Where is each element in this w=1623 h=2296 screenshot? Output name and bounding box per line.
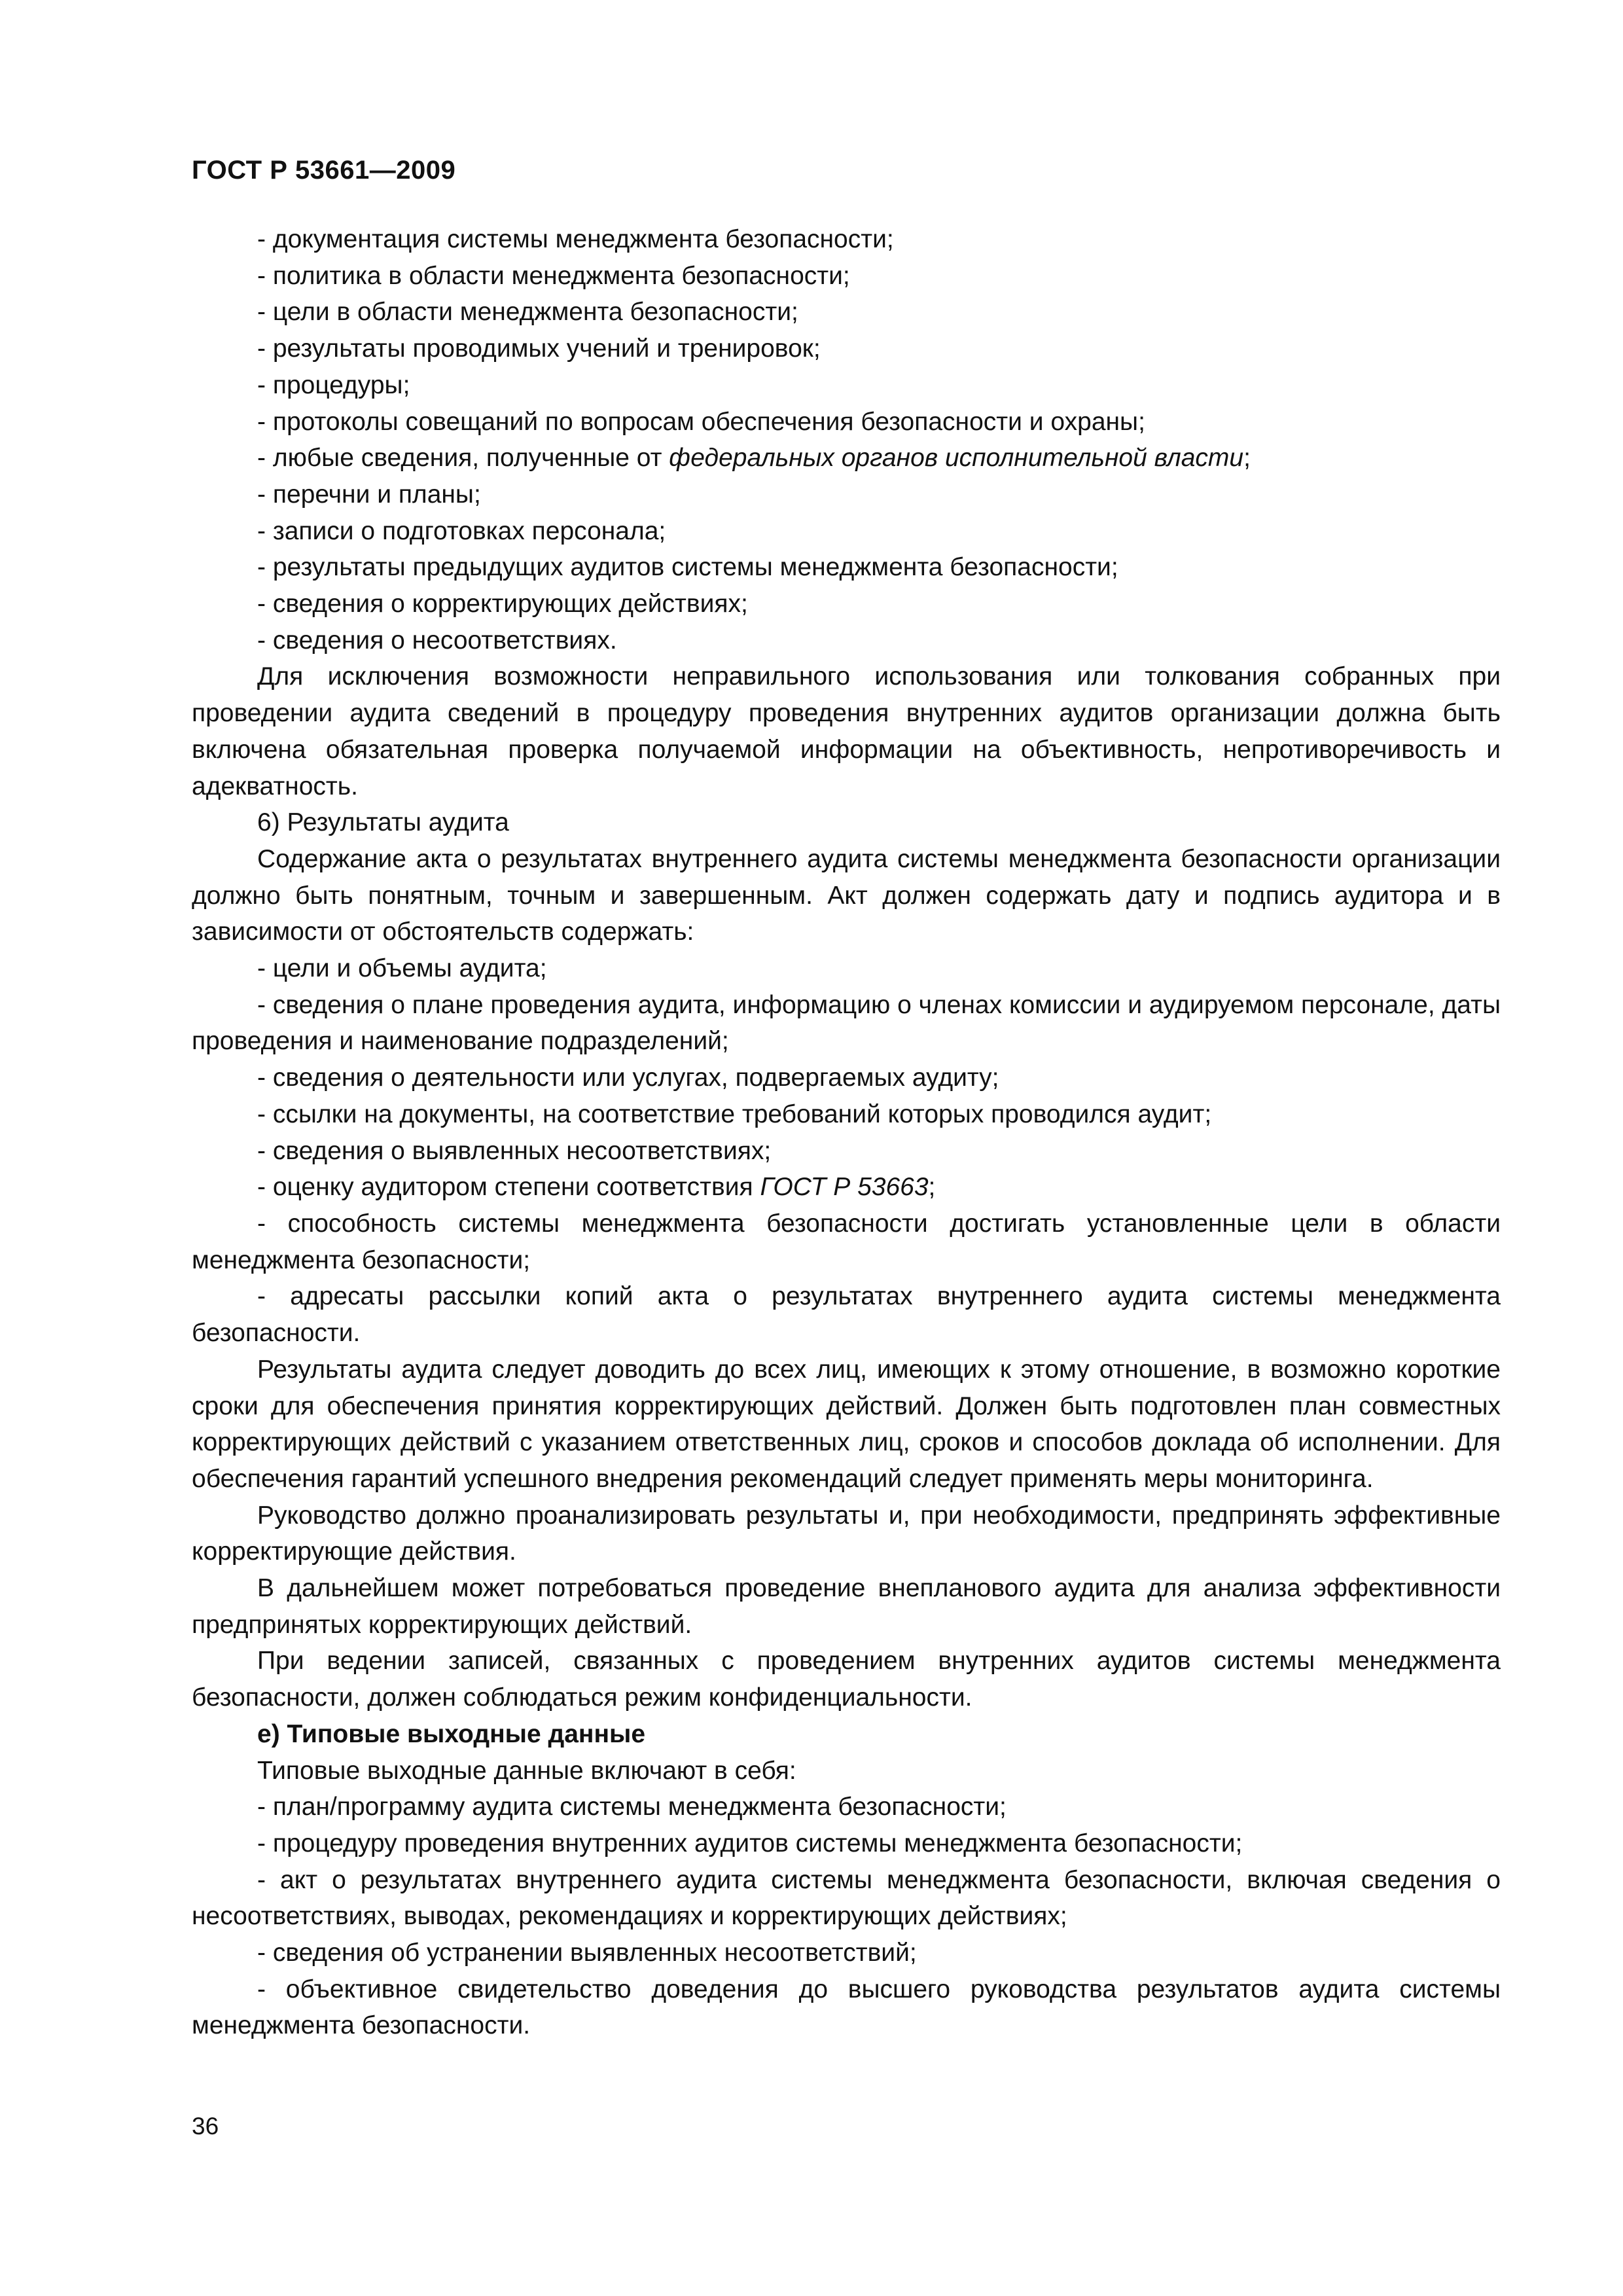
paragraph: Руководство должно проанализировать результаты и, при необходимости, предпринять эффективные корректирующие действия. xyxy=(192,1501,1501,1566)
document-body xyxy=(192,221,1501,2044)
paragraph-text-before: - любые сведения, полученные от xyxy=(257,444,669,473)
paragraph xyxy=(192,440,1501,476)
paragraph: - ссылки на документы, на соответствие требований которых проводился аудит; xyxy=(257,1100,1212,1128)
paragraph: 6) Результаты аудита xyxy=(257,808,509,837)
paragraph: - план/программу аудита системы менеджмента безопасности; xyxy=(257,1793,1007,1821)
paragraph: - результаты предыдущих аудитов системы менеджмента безопасности; xyxy=(257,553,1118,582)
paragraph-italic-reference: федеральных органов исполнительной власти xyxy=(669,444,1244,473)
paragraph: - объективное свидетельство доведения до высшего руководства результатов аудита системы менеджмента безопасности. xyxy=(192,1975,1501,2040)
paragraph-text-before: - оценку аудитором степени соответствия xyxy=(257,1173,760,1202)
paragraph: Содержание акта о результатах внутреннего аудита системы менеджмента безопасности организации должно быть понятным, точным и завершенным. Акт должен содержать дату и подпись аудитора и в зависимости от обстоятельств содержать: xyxy=(192,844,1501,946)
paragraph: - цели в области менеджмента безопасности; xyxy=(257,298,798,327)
paragraph: - сведения о деятельности или услугах, подвергаемых аудиту; xyxy=(257,1064,999,1092)
paragraph: Типовые выходные данные включают в себя: xyxy=(257,1756,796,1785)
paragraph: - записи о подготовках персонала; xyxy=(257,516,666,545)
paragraph: - результаты проводимых учений и тренировок; xyxy=(257,334,821,363)
paragraph: Для исключения возможности неправильного использования или толкования собранных при проведении аудита сведений в процедуру проведения внутренних аудитов организации должна быть включена обязательная проверка получаемой информации на объективность, непротиворечивость и адекватность. xyxy=(192,662,1501,800)
paragraph: Результаты аудита следует доводить до всех лиц, имеющих к этому отношение, в возможно короткие сроки для обеспечения принятия корректирующих действий. Должен быть подготовлен план совместных корректирующих действий с указанием ответственных лиц, сроков и способов доклада об исполнении. Для обеспечения гарантий успешного внедрения рекомендаций следует применять меры мониторинга. xyxy=(192,1355,1501,1493)
paragraph: - процедуры; xyxy=(257,370,410,399)
paragraph-italic-reference: ГОСТ Р 53663 xyxy=(760,1173,929,1202)
paragraph-text-after: ; xyxy=(1243,444,1251,473)
paragraph: - протоколы совещаний по вопросам обеспечения безопасности и охраны; xyxy=(257,407,1145,436)
paragraph-text-after: ; xyxy=(928,1173,936,1202)
paragraph: - процедуру проведения внутренних аудитов системы менеджмента безопасности; xyxy=(257,1829,1243,1857)
paragraph: - адресаты рассылки копий акта о результатах внутреннего аудита системы менеджмента безопасности. xyxy=(192,1282,1501,1348)
paragraph: - сведения о плане проведения аудита, информацию о членах комиссии и аудируемом персонале, даты проведения и наименование подразделений; xyxy=(192,990,1501,1056)
paragraph xyxy=(192,1169,1501,1206)
paragraph: - сведения о корректирующих действиях; xyxy=(257,590,748,619)
paragraph: е) Типовые выходные данные xyxy=(257,1719,646,1748)
paragraph: - документация системы менеджмента безопасности; xyxy=(257,225,894,253)
paragraph: В дальнейшем может потребоваться проведение внепланового аудита для анализа эффективности предпринятых корректирующих действий. xyxy=(192,1574,1501,1639)
paragraph: - способность системы менеджмента безопасности достигать установленные цели в области менеджмента безопасности; xyxy=(192,1209,1501,1274)
paragraph: - сведения о выявленных несоответствиях; xyxy=(257,1136,772,1165)
page-header-standard-code: ГОСТ Р 53661—2009 xyxy=(192,156,456,185)
paragraph: - сведения об устранении выявленных несоответствий; xyxy=(257,1939,917,1967)
page-number: 36 xyxy=(192,2113,219,2140)
paragraph: - цели и объемы аудита; xyxy=(257,954,547,983)
paragraph: - политика в области менеджмента безопасности; xyxy=(257,261,850,290)
paragraph: - перечни и планы; xyxy=(257,480,481,509)
paragraph: - акт о результатах внутреннего аудита системы менеджмента безопасности, включая сведения о несоответствиях, выводах, рекомендациях и корректирующих действиях; xyxy=(192,1865,1501,1931)
paragraph: - сведения о несоответствиях. xyxy=(257,626,617,655)
paragraph: При ведении записей, связанных с проведением внутренних аудитов системы менеджмента безопасности, должен соблюдаться режим конфиденциальности. xyxy=(192,1647,1501,1712)
